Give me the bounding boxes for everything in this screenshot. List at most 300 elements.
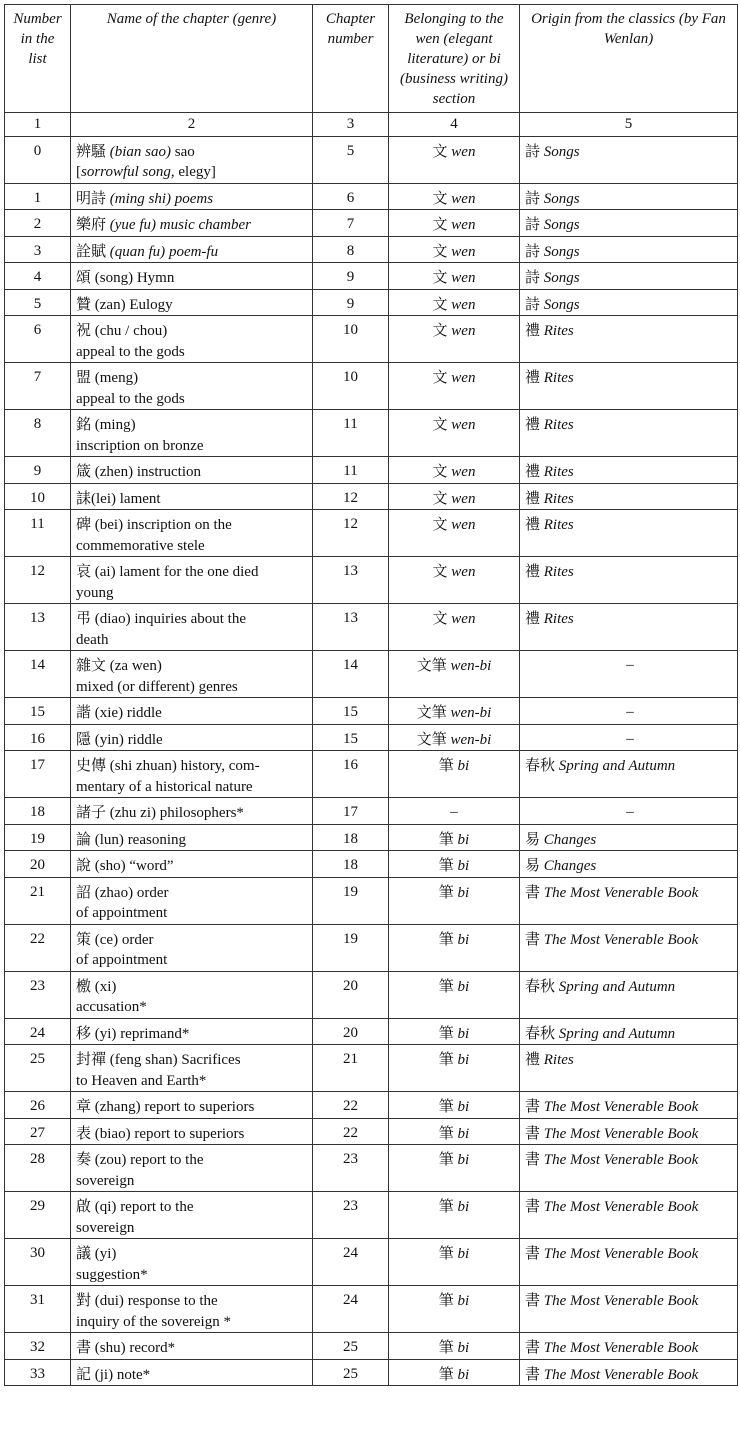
chapter-number: 25	[313, 1333, 389, 1360]
chapter-name	[71, 971, 313, 1018]
chapter-name-pinyin: (shu)	[94, 1340, 126, 1356]
table-row	[5, 289, 738, 316]
section-cell	[389, 971, 520, 1018]
origin-cell	[520, 1145, 738, 1192]
origin-cell	[520, 510, 738, 557]
section-chinese: 文筆	[416, 729, 447, 748]
chapter-name-chinese: 書	[76, 1338, 92, 1356]
section-name: wen	[451, 417, 476, 433]
chapter-name-gloss: instruction	[133, 464, 201, 480]
row-number: 7	[5, 363, 71, 410]
table-row	[5, 824, 738, 851]
row-number: 29	[5, 1192, 71, 1239]
chapter-name-gloss-line2: inscription on bronze	[76, 437, 204, 454]
table-row	[5, 363, 738, 410]
section-cell	[389, 877, 520, 924]
chapter-name-chinese: 對	[76, 1291, 92, 1309]
chapter-number: 18	[313, 824, 389, 851]
origin-cell	[520, 263, 738, 290]
origin-cell	[520, 183, 738, 210]
chapter-name-chinese: 雜文	[76, 656, 107, 674]
row-number: 11	[5, 510, 71, 557]
origin-cell	[520, 1092, 738, 1119]
row-number: 17	[5, 751, 71, 798]
origin-chinese: 禮	[525, 515, 541, 533]
chapter-name-gloss: Sacrifices	[177, 1052, 241, 1068]
chapter-name-gloss-line2: [	[76, 164, 81, 180]
chapter-name	[71, 210, 313, 237]
table-row	[5, 1145, 738, 1192]
origin-name: Spring and Autumn	[558, 1025, 676, 1042]
section-name: bi	[457, 1025, 470, 1042]
origin-name: Rites	[543, 464, 574, 480]
section-name: bi	[457, 1099, 470, 1115]
chapter-name	[71, 510, 313, 557]
chapter-name-gloss-line2: sorrowful song,	[81, 164, 175, 180]
chapter-name	[71, 1359, 313, 1386]
chapter-name-pinyin: (yue fu)	[109, 217, 156, 233]
table-row	[5, 316, 738, 363]
chapter-name-chinese: 碑	[76, 515, 92, 533]
origin-cell	[520, 877, 738, 924]
chapter-name-chinese: 策	[76, 929, 92, 948]
chapter-name-gloss: reprimand*	[116, 1025, 190, 1042]
table-row	[5, 483, 738, 510]
chapter-name-chinese: 頌	[76, 268, 92, 286]
chapter-number: 13	[313, 557, 389, 604]
section-cell	[389, 210, 520, 237]
chapter-name-pinyin: (ai)	[94, 564, 116, 580]
chapter-name	[71, 1333, 313, 1360]
chapter-name-chinese: 詔	[76, 882, 92, 901]
origin-name: Songs	[543, 296, 580, 313]
chapter-name-gloss-line2: suggestion*	[76, 1266, 148, 1283]
chapter-number: 18	[313, 851, 389, 878]
chapter-name-chinese: 哀	[76, 562, 92, 580]
origin-chinese: 詩	[525, 268, 541, 286]
origin-chinese: 書	[525, 1097, 541, 1115]
row-number: 30	[5, 1239, 71, 1286]
section-chinese: 筆	[438, 1364, 454, 1383]
section-name: bi	[457, 1340, 470, 1356]
chapter-name-pinyin: (sho)	[94, 858, 126, 874]
origin-chinese: 書	[525, 1197, 541, 1215]
section-name: bi	[457, 758, 470, 774]
chapter-name-gloss: “word”	[125, 858, 174, 874]
section-cell	[389, 924, 520, 971]
chapter-name-pinyin: (diao)	[94, 611, 131, 627]
section-chinese: 筆	[438, 856, 454, 874]
origin-chinese: 春秋	[525, 756, 556, 774]
chapter-name-gloss-line2: of appointment	[76, 905, 168, 921]
section-name: wen	[451, 490, 476, 507]
chapter-name	[71, 751, 313, 798]
origin-name: Songs	[543, 190, 580, 207]
section-chinese: 文	[432, 368, 448, 386]
section-cell	[389, 698, 520, 725]
chapter-name-pinyin: (ming shi)	[109, 190, 172, 207]
chapter-number: 22	[313, 1092, 389, 1119]
origin-chinese: 詩	[525, 215, 541, 233]
chapter-name-gloss: report to the	[116, 1199, 194, 1215]
header-row	[5, 5, 738, 113]
chapter-name-gloss: inquiries about the	[130, 611, 246, 627]
chapter-name-chinese: 贊	[76, 294, 92, 313]
origin-name: The Most Venerable Book	[543, 1340, 699, 1356]
table-row	[5, 1333, 738, 1360]
row-number: 18	[5, 798, 71, 825]
row-number: 16	[5, 724, 71, 751]
table-row	[5, 263, 738, 290]
section-chinese: 文筆	[416, 703, 447, 721]
section-chinese: 筆	[438, 882, 454, 901]
origin-name: Songs	[543, 143, 580, 160]
chapter-name-pinyin: (bian sao)	[109, 143, 172, 160]
chapter-number: 20	[313, 1018, 389, 1045]
column-number: 5	[520, 113, 738, 137]
table-row	[5, 183, 738, 210]
chapter-name-pinyin: (zou)	[94, 1152, 127, 1168]
origin-name: The Most Venerable Book	[543, 1125, 699, 1142]
chapter-name-pinyin: (ce)	[94, 931, 119, 948]
section-name: wen	[451, 611, 476, 627]
column-number: 3	[313, 113, 389, 137]
table-row	[5, 1286, 738, 1333]
chapter-name-gloss-line2: elegy]	[174, 164, 216, 180]
origin-chinese: 易	[525, 829, 541, 848]
chapter-name	[71, 724, 313, 751]
origin-name: Rites	[543, 1052, 574, 1068]
chapter-name-gloss-line2: to Heaven and Earth*	[76, 1072, 207, 1089]
row-number: 20	[5, 851, 71, 878]
origin-cell	[520, 1286, 738, 1333]
chapter-name-chinese: 祝	[76, 321, 92, 339]
section-chinese: 文	[432, 321, 448, 339]
section-chinese: 筆	[438, 1050, 454, 1068]
section-name: bi	[457, 1366, 470, 1383]
row-number: 22	[5, 924, 71, 971]
chapter-name	[71, 557, 313, 604]
section-chinese: 筆	[438, 1023, 454, 1042]
chapter-name-chinese: 移	[76, 1023, 92, 1042]
section-chinese: 筆	[438, 929, 454, 948]
section-cell	[389, 483, 520, 510]
origin-cell	[520, 651, 738, 698]
origin-chinese: 春秋	[525, 976, 556, 995]
chapter-name-pinyin: (quan fu)	[109, 243, 166, 260]
chapter-name-chinese: 記	[76, 1364, 92, 1383]
chapter-name	[71, 877, 313, 924]
column-number: 1	[5, 113, 71, 137]
section-chinese: 文	[432, 415, 448, 433]
chapter-number: 23	[313, 1145, 389, 1192]
origin-chinese: 書	[525, 1338, 541, 1356]
section-cell	[389, 557, 520, 604]
origin-cell	[520, 1192, 738, 1239]
origin-cell	[520, 457, 738, 484]
origin-chinese: 易	[525, 856, 541, 874]
origin-cell	[520, 798, 738, 825]
chapter-name-chinese: 隱	[76, 729, 92, 748]
origin-cell	[520, 316, 738, 363]
section-cell	[389, 651, 520, 698]
origin-chinese: 書	[525, 1364, 541, 1383]
table-row	[5, 236, 738, 263]
chapter-number: 10	[313, 363, 389, 410]
origin-cell	[520, 1018, 738, 1045]
chapter-name-gloss: riddle	[123, 731, 163, 748]
origin-cell	[520, 210, 738, 237]
chapter-name-pinyin: (ming)	[94, 417, 136, 433]
row-number: 13	[5, 604, 71, 651]
section-cell	[389, 1018, 520, 1045]
section-name: bi	[457, 931, 470, 948]
chapter-name	[71, 483, 313, 510]
chapter-name	[71, 236, 313, 263]
section-name: wen	[451, 270, 476, 286]
chapter-name-pinyin: (qi)	[94, 1199, 117, 1215]
chapter-name	[71, 1018, 313, 1045]
origin-chinese: 禮	[525, 415, 541, 433]
row-number: 26	[5, 1092, 71, 1119]
section-name: bi	[457, 978, 470, 995]
origin-cell	[520, 851, 738, 878]
genre-table	[4, 4, 738, 1386]
section-name: wen	[451, 296, 476, 313]
chapter-name-pinyin: (song)	[94, 270, 134, 286]
origin-name: The Most Venerable Book	[543, 884, 699, 901]
chapter-name-gloss: philosophers*	[156, 805, 244, 821]
chapter-name	[71, 183, 313, 210]
header-number: Number in the list	[5, 5, 71, 113]
origin-name: Changes	[543, 858, 597, 874]
table-body	[5, 136, 738, 1386]
origin-chinese: 禮	[525, 462, 541, 480]
origin-cell	[520, 410, 738, 457]
row-number: 10	[5, 483, 71, 510]
table-row	[5, 604, 738, 651]
chapter-name-gloss-line2: of appointment	[76, 952, 168, 968]
section-chinese: 筆	[438, 1150, 454, 1168]
chapter-name-chinese: 箴	[76, 462, 92, 480]
chapter-number: 12	[313, 483, 389, 510]
chapter-name-gloss: poems	[171, 190, 214, 207]
row-number: 8	[5, 410, 71, 457]
column-number: 2	[71, 113, 313, 137]
origin-chinese: 書	[525, 1150, 541, 1168]
chapter-name-chinese: 檄	[76, 976, 92, 995]
chapter-name-chinese: 奏	[76, 1150, 92, 1168]
origin-name: The Most Venerable Book	[543, 1199, 699, 1215]
section-name: bi	[457, 831, 470, 848]
chapter-name-chinese: 表	[76, 1123, 92, 1142]
column-number: 4	[389, 113, 520, 137]
chapter-name-gloss-line2: sovereign	[76, 1219, 135, 1236]
origin-name: The Most Venerable Book	[543, 1366, 699, 1383]
row-number: 27	[5, 1118, 71, 1145]
section-cell	[389, 1359, 520, 1386]
section-name: wen	[451, 243, 476, 260]
row-number: 25	[5, 1045, 71, 1092]
table-row	[5, 457, 738, 484]
chapter-name	[71, 263, 313, 290]
origin-chinese: 書	[525, 882, 541, 901]
chapter-number: 15	[313, 698, 389, 725]
section-name: bi	[457, 1199, 470, 1215]
origin-name: –	[626, 804, 634, 820]
chapter-name	[71, 798, 313, 825]
origin-chinese: 書	[525, 929, 541, 948]
section-chinese: 文	[432, 268, 448, 286]
header-section: Belonging to the wen (elegant literature) or bi (business writing) section	[389, 5, 520, 113]
chapter-name-chinese: 啟	[76, 1197, 92, 1215]
section-cell	[389, 289, 520, 316]
chapter-name-gloss: note*	[113, 1366, 151, 1383]
table-row	[5, 1192, 738, 1239]
chapter-name-gloss-line2: mentary of a historical nature	[76, 778, 253, 795]
section-cell	[389, 457, 520, 484]
section-cell	[389, 1118, 520, 1145]
chapter-name-chinese: 議	[76, 1244, 92, 1262]
chapter-name-gloss: report to superiors	[130, 1125, 245, 1142]
chapter-name	[71, 1192, 313, 1239]
chapter-name	[71, 1145, 313, 1192]
table-row	[5, 510, 738, 557]
section-name: wen-bi	[450, 658, 492, 674]
chapter-number: 19	[313, 924, 389, 971]
chapter-name-gloss: response to the	[123, 1293, 218, 1309]
chapter-name-gloss: riddle	[123, 705, 162, 721]
chapter-number: 8	[313, 236, 389, 263]
section-chinese: 筆	[438, 1338, 454, 1356]
chapter-name-chinese: 章	[76, 1097, 92, 1115]
row-number: 15	[5, 698, 71, 725]
chapter-name-chinese: 銘	[76, 415, 92, 433]
chapter-name-pinyin: (yi)	[94, 1025, 117, 1042]
chapter-number: 6	[313, 183, 389, 210]
section-chinese: 文	[432, 241, 448, 260]
chapter-name-gloss: inscription on the	[123, 517, 232, 533]
row-number: 4	[5, 263, 71, 290]
origin-cell	[520, 604, 738, 651]
section-cell	[389, 851, 520, 878]
section-name: wen	[451, 217, 476, 233]
origin-name: Songs	[543, 270, 580, 286]
chapter-number: 9	[313, 289, 389, 316]
origin-cell	[520, 1359, 738, 1386]
origin-name: The Most Venerable Book	[543, 1099, 699, 1115]
chapter-name	[71, 851, 313, 878]
origin-chinese: 禮	[525, 1050, 541, 1068]
origin-name: Rites	[543, 517, 574, 533]
table-row	[5, 971, 738, 1018]
section-chinese: 筆	[438, 1291, 454, 1309]
chapter-name	[71, 924, 313, 971]
origin-chinese: 春秋	[525, 1023, 556, 1042]
row-number: 23	[5, 971, 71, 1018]
section-chinese: 筆	[438, 976, 454, 995]
table-row	[5, 1092, 738, 1119]
row-number: 24	[5, 1018, 71, 1045]
chapter-number: 10	[313, 316, 389, 363]
chapter-name-gloss-line2: appeal to the gods	[76, 390, 185, 407]
section-name: bi	[457, 1125, 470, 1142]
chapter-name-gloss: lament	[116, 490, 161, 507]
chapter-name-pinyin: (xie)	[94, 705, 124, 721]
chapter-name-gloss: poem-fu	[165, 243, 219, 260]
origin-chinese: 書	[525, 1244, 541, 1262]
table-row	[5, 651, 738, 698]
origin-cell	[520, 1118, 738, 1145]
chapter-number: 22	[313, 1118, 389, 1145]
origin-name: The Most Venerable Book	[543, 931, 699, 948]
section-name: wen	[451, 517, 476, 533]
section-cell	[389, 604, 520, 651]
section-chinese: 文	[432, 488, 448, 507]
origin-chinese: 詩	[525, 141, 541, 160]
header-origin: Origin from the classics (by Fan Wenlan)	[520, 5, 738, 113]
table-row	[5, 410, 738, 457]
header-name: Name of the chapter (genre)	[71, 5, 313, 113]
section-cell	[389, 1239, 520, 1286]
row-number: 31	[5, 1286, 71, 1333]
origin-name: Rites	[543, 490, 574, 507]
origin-name: Rites	[543, 417, 574, 433]
table-row	[5, 1018, 738, 1045]
section-name: bi	[457, 858, 470, 874]
section-chinese: 文	[432, 188, 448, 207]
chapter-name-chinese: 封禪	[76, 1050, 107, 1068]
chapter-name-pinyin: (shi zhuan)	[109, 758, 177, 774]
chapter-name-pinyin: (meng)	[94, 370, 139, 386]
chapter-name-pinyin: (xi)	[94, 978, 117, 995]
chapter-name-pinyin: (lun)	[94, 831, 124, 848]
section-name: wen-bi	[450, 731, 492, 748]
section-name: wen	[451, 323, 476, 339]
origin-cell	[520, 483, 738, 510]
chapter-name	[71, 363, 313, 410]
chapter-number: 17	[313, 798, 389, 825]
section-name: wen	[451, 190, 476, 207]
chapter-name-chinese: 盟	[76, 368, 92, 386]
section-cell	[389, 1092, 520, 1119]
chapter-number: 9	[313, 263, 389, 290]
chapter-number: 21	[313, 1045, 389, 1092]
chapter-number: 24	[313, 1239, 389, 1286]
origin-name: Changes	[543, 831, 597, 848]
section-chinese: 文	[432, 215, 448, 233]
chapter-number: 11	[313, 410, 389, 457]
chapter-name-gloss: Hymn	[133, 270, 175, 286]
section-chinese: 文	[432, 141, 448, 160]
table-row	[5, 136, 738, 183]
origin-cell	[520, 1045, 738, 1092]
section-cell	[389, 1192, 520, 1239]
table-row	[5, 698, 738, 725]
origin-cell	[520, 1239, 738, 1286]
origin-name: The Most Venerable Book	[543, 1246, 699, 1262]
chapter-name-gloss: sao	[171, 143, 195, 160]
chapter-number: 15	[313, 724, 389, 751]
chapter-name-pinyin: (chu / chou)	[94, 323, 168, 339]
chapter-name-chinese: 論	[76, 829, 92, 848]
table-row	[5, 557, 738, 604]
chapter-name	[71, 457, 313, 484]
chapter-name-pinyin: (dui)	[94, 1293, 124, 1309]
row-number: 3	[5, 236, 71, 263]
section-chinese: 筆	[438, 1244, 454, 1262]
section-chinese: 筆	[438, 1097, 454, 1115]
